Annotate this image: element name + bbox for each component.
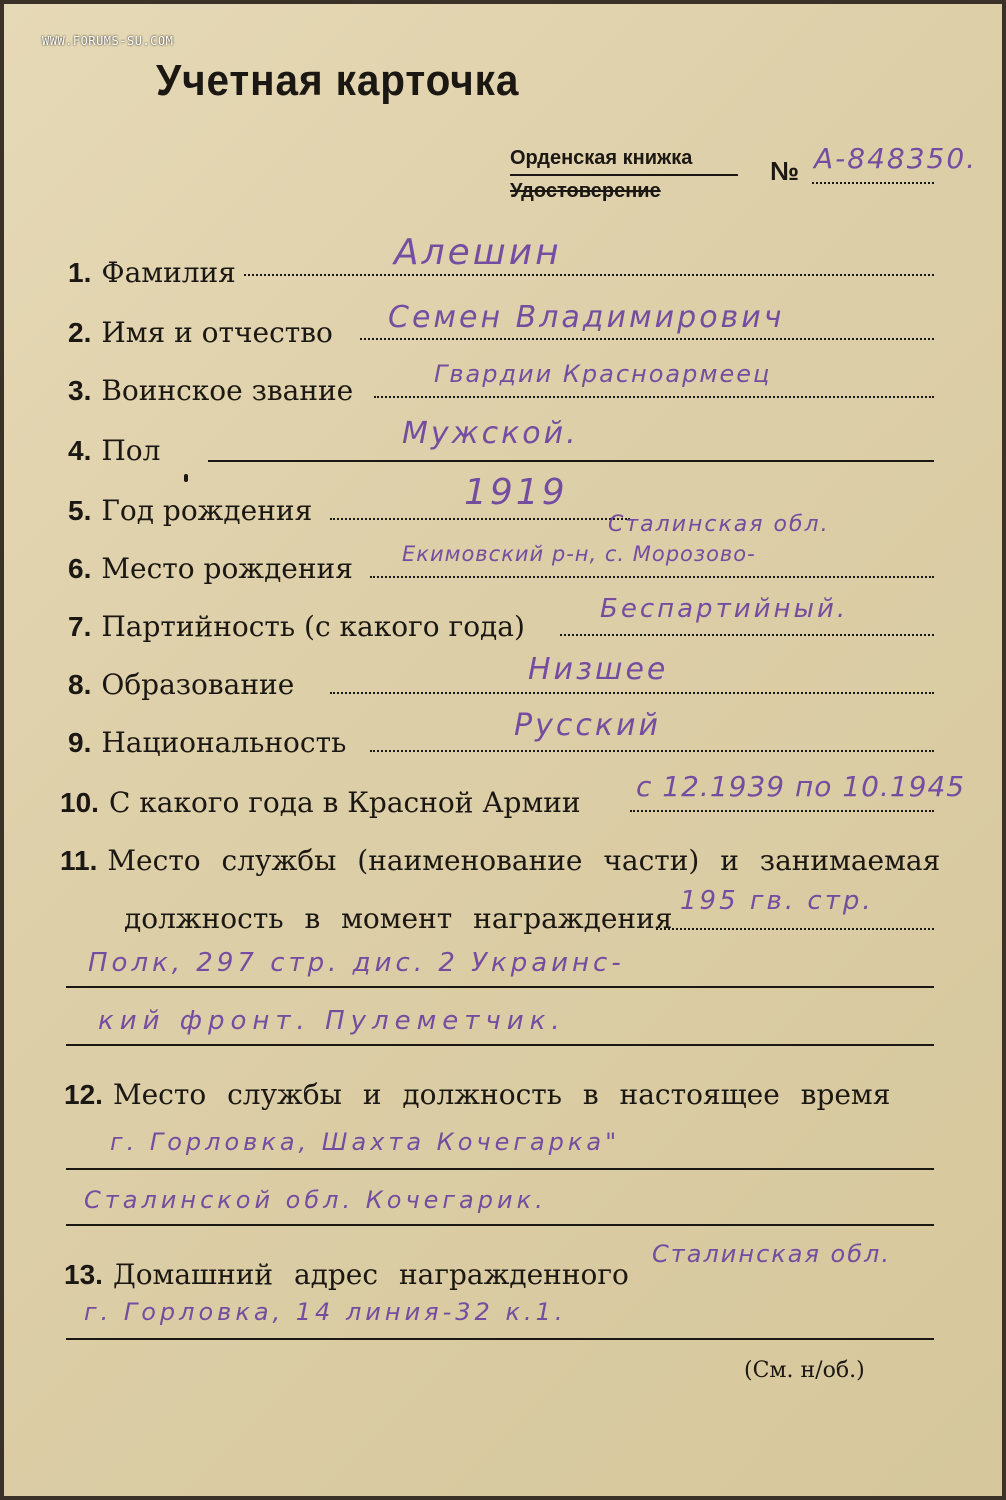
ink-smudge	[184, 474, 188, 482]
field-10-label: 10. С какого года в Красной Армии	[60, 786, 581, 819]
field-4-line	[208, 460, 934, 462]
document-number: А-848350.	[814, 142, 978, 175]
field-1-value: Алешин	[394, 232, 562, 273]
field-4-value: Мужской.	[402, 416, 579, 451]
field-13-label: 13. Домашний адрес награжденного	[64, 1258, 629, 1291]
field-10-line	[630, 810, 934, 812]
field-9-value: Русский	[514, 708, 661, 743]
field-6-line	[370, 576, 934, 578]
field-11-line-1	[656, 928, 934, 930]
orden-divider	[510, 174, 738, 176]
field-2-value: Семен Владимирович	[388, 300, 785, 335]
field-2-label: 2. Имя и отчество	[68, 316, 333, 349]
field-12-line-2	[66, 1224, 934, 1226]
field-11-line-3	[66, 1044, 934, 1046]
field-8-line	[330, 692, 934, 694]
field-6-value: Екимовский р-н, с. Морозово-	[402, 542, 756, 566]
field-6-value-extra: Сталинская обл.	[608, 512, 830, 537]
field-3-value: Гвардии Красноармеец	[434, 360, 772, 388]
field-11-value-3: кий фронт. Пулеметчик.	[98, 1006, 566, 1036]
field-5-value: 1919	[464, 472, 568, 513]
field-11-value-2: Полк, 297 стр. дис. 2 Украинс-	[88, 948, 625, 978]
certificate-label: Удостоверение	[510, 180, 661, 202]
field-6-label: 6. Место рождения	[68, 552, 353, 585]
field-10-value: с 12.1939 по 10.1945	[636, 770, 966, 803]
field-3-label: 3. Воинское звание	[68, 374, 354, 407]
field-1-line	[244, 274, 934, 276]
field-11-line-2	[66, 986, 934, 988]
field-5-line	[330, 518, 630, 520]
field-12-value: г. Горловка, Шахта Кочегарка"	[110, 1128, 621, 1156]
field-7-value: Беспартийный.	[600, 594, 849, 624]
footnote: (См. н/об.)	[744, 1358, 865, 1383]
field-7-label: 7. Партийность (с какого года)	[68, 610, 525, 643]
field-1-label: 1. Фамилия	[68, 256, 236, 289]
field-11-value: 195 гв. стр.	[680, 886, 874, 916]
field-7-line	[560, 634, 934, 636]
field-8-value: Низшее	[528, 652, 669, 687]
field-13-value: Сталинская обл.	[652, 1240, 891, 1268]
field-13-value-2: г. Горловка, 14 линия-32 к.1.	[84, 1298, 567, 1326]
field-8-label: 8. Образование	[68, 668, 295, 701]
field-12-label: 12. Место службы и должность в настоящее время	[64, 1078, 891, 1111]
field-13-line	[66, 1338, 934, 1340]
number-sign: №	[770, 156, 799, 186]
field-4-label: 4. Пол	[68, 434, 161, 467]
field-3-line	[374, 396, 934, 398]
watermark: WWW.FORUMS-SU.COM	[42, 34, 174, 48]
field-11-label: 11. Место службы (наименование части) и занимаемая	[60, 844, 941, 877]
field-12-line-1	[66, 1168, 934, 1170]
field-9-label: 9. Национальность	[68, 726, 347, 759]
field-11-label-2: должность в момент награждения	[124, 902, 673, 935]
orden-book-label: Орденская книжка	[510, 147, 693, 169]
field-12-value-2: Сталинской обл. Кочегарик.	[84, 1186, 547, 1214]
field-5-label: 5. Год рождения	[68, 494, 313, 527]
number-underline	[812, 182, 934, 184]
card-title: Учетная карточка	[156, 56, 520, 105]
field-2-line	[360, 338, 934, 340]
field-9-line	[370, 750, 934, 752]
